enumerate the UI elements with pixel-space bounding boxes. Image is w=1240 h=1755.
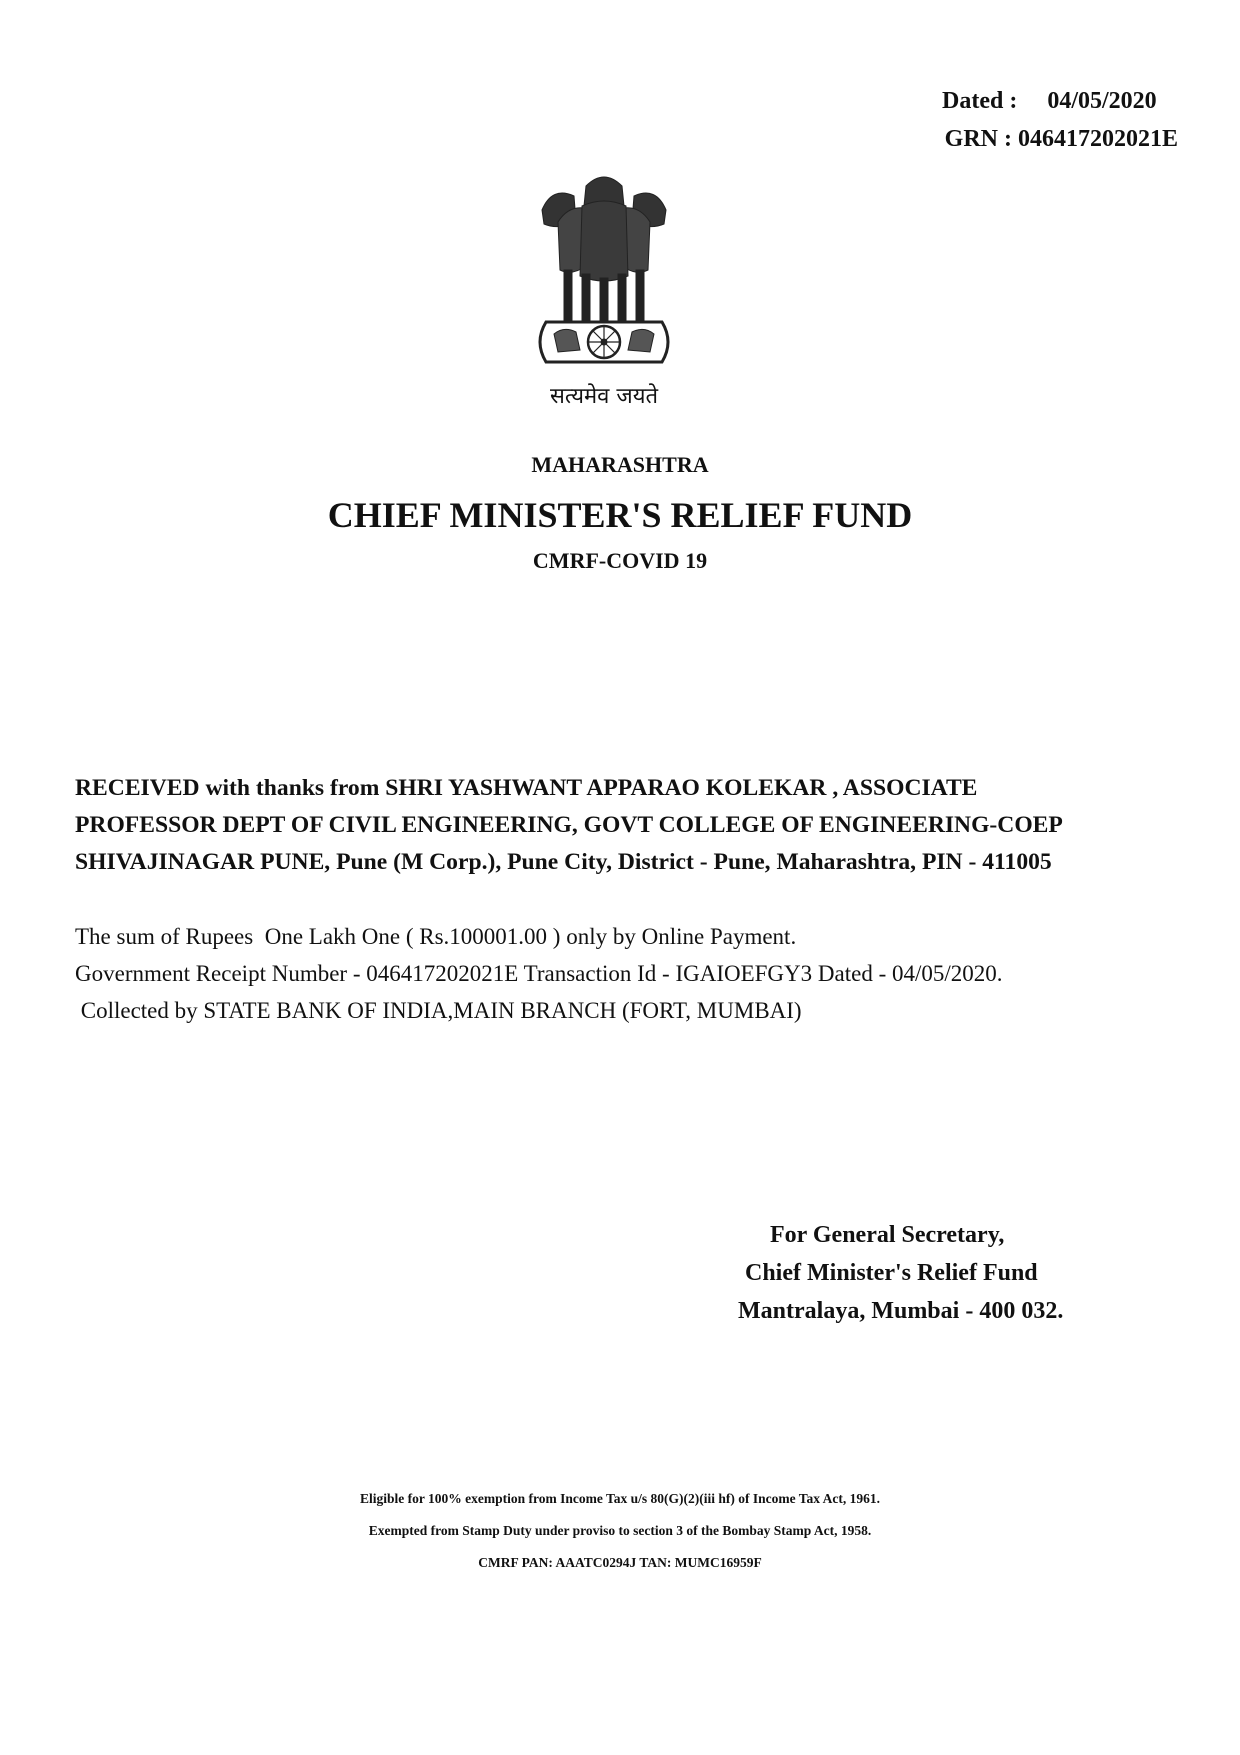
sum-line: The sum of Rupees One Lakh One ( Rs.100001.00 ) only by Online Payment. [75,924,797,949]
tax-exemption-note: Eligible for 100% exemption from Income Tax u/s 80(G)(2)(iii hf) of Income Tax Act, 1961. [360,1491,880,1506]
received-from-block [75,770,1175,881]
pan-tan-note: CMRF PAN: AAATC0294J TAN: MUMC16959F [478,1555,762,1570]
fund-title: CHIEF MINISTER'S RELIEF FUND [327,495,913,535]
received-line: PROFESSOR DEPT OF CIVIL ENGINEERING, GOVT COLLEGE OF ENGINEERING-COEP [75,812,1063,838]
payment-details [75,918,1175,1029]
state-name: MAHARASHTRA [531,452,709,477]
received-line: RECEIVED with thanks from SHRI YASHWANT APPARAO KOLEKAR , ASSOCIATE [75,775,978,801]
grn-number: GRN : 046417202021E [944,126,1178,152]
received-line: SHIVAJINAGAR PUNE, Pune (M Corp.), Pune City, District - Pune, Maharashtra, PIN - 411005 [75,849,1052,875]
fund-subtitle: CMRF-COVID 19 [532,548,708,573]
stamp-duty-note: Exempted from Stamp Duty under proviso to section 3 of the Bombay Stamp Act, 1958. [368,1523,872,1538]
dated-value: 04/05/2020 [1047,88,1157,114]
dated-field [942,88,1157,115]
govt-receipt-line: Government Receipt Number - 046417202021E Transaction Id - IGAIOEFGY3 Dated - 04/05/2020. [75,961,1003,986]
signatory-line: For General Secretary, [770,1222,1005,1248]
dated-label: Dated : [942,88,1018,114]
collected-line: Collected by STATE BANK OF INDIA,MAIN BRANCH (FORT, MUMBAI) [75,998,802,1023]
emblem-motto: सत्यमेव जयते [549,384,659,409]
state-emblem-icon [528,166,680,416]
signatory-line: Mantralaya, Mumbai - 400 032. [738,1298,1064,1324]
signatory-line: Chief Minister's Relief Fund [745,1260,1038,1286]
